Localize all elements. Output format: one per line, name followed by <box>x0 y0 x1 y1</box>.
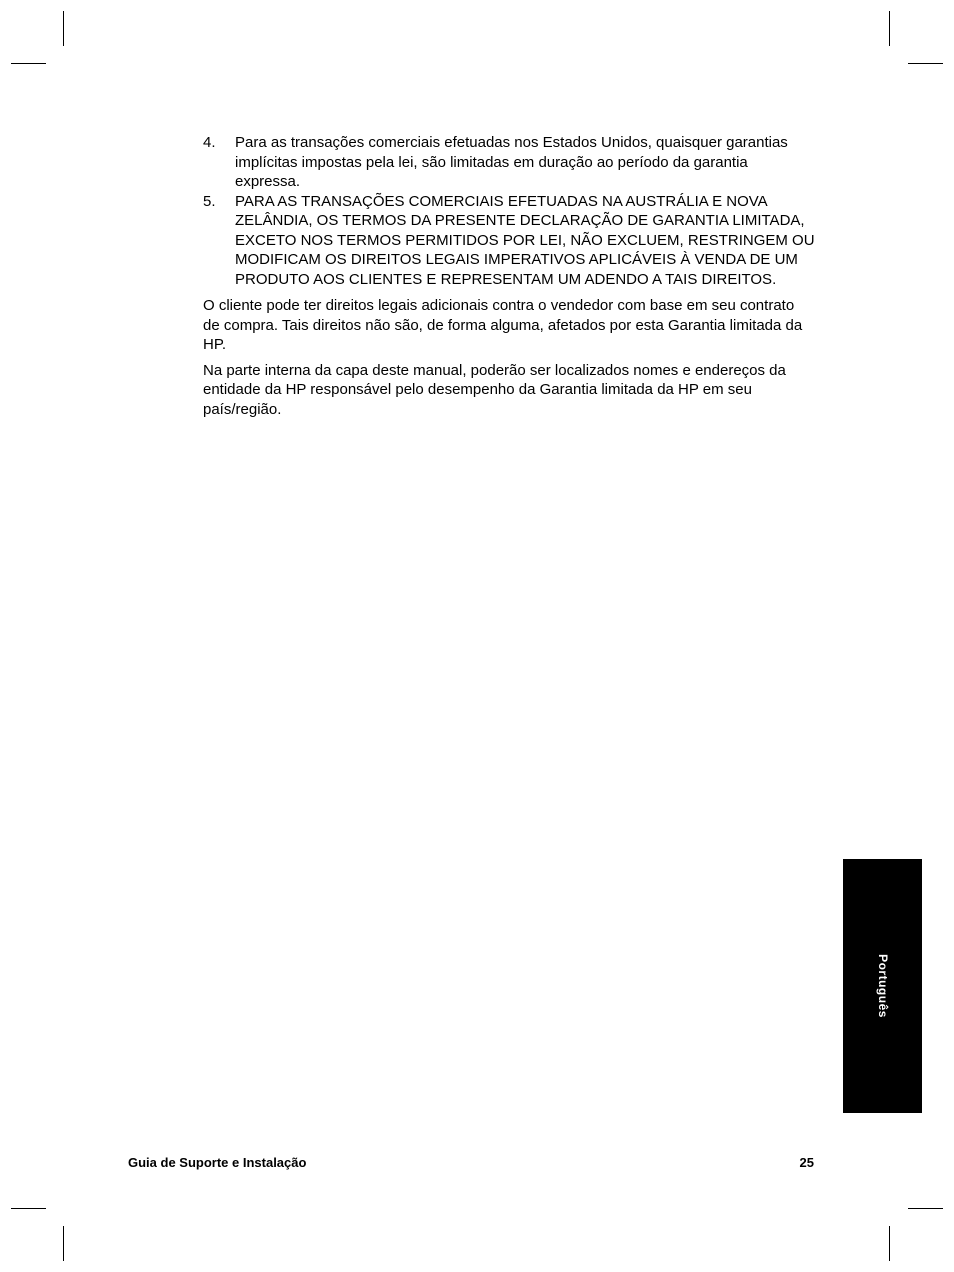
crop-mark <box>11 1208 46 1209</box>
crop-mark <box>63 11 64 46</box>
list-item <box>203 192 815 290</box>
footer-page-number: 25 <box>799 1155 814 1170</box>
list-item-number: 5. <box>203 192 216 210</box>
list-item-text: PARA AS TRANSAÇÕES COMERCIAIS EFETUADAS NA AUSTRÁLIA E NOVA ZELÂNDIA, OS TERMOS DA PRESENTE DECLARAÇÃO DE GARANTIA LIMITADA, EXCETO NOS TERMOS PERMITIDOS POR LEI, NÃO EXCLUEM, RESTRINGEM OU MODIFICAM OS DIREITOS LEGAIS IMPERATIVOS APLICÁVEIS À VENDA DE UM PRODUTO AOS CLIENTES E REPRESENTAM UM ADENDO A TAIS DIREITOS. <box>235 192 815 288</box>
list-item <box>203 133 815 192</box>
crop-mark <box>908 63 943 64</box>
numbered-list <box>203 133 815 289</box>
list-item-number: 4. <box>203 134 216 151</box>
paragraph: O cliente pode ter direitos legais adicionais contra o vendedor com base em seu contrato de compra. Tais direitos não são, de forma alguma, afetados por esta Garantia limitada da HP. <box>203 297 803 353</box>
crop-mark <box>889 11 890 46</box>
list-item-text: Para as transações comerciais efetuadas nos Estados Unidos, quaisquer garantias implícitas impostas pela lei, são limitadas em duração ao período da garantia expressa. <box>235 134 788 190</box>
page-content <box>203 133 815 425</box>
language-side-tab <box>843 859 922 1113</box>
crop-mark <box>908 1208 943 1209</box>
crop-mark <box>63 1226 64 1261</box>
paragraph: Na parte interna da capa deste manual, poderão ser localizados nomes e endereços da entidade da HP responsável pelo desempenho da Garantia limitada da HP em seu país/região. <box>203 361 786 418</box>
crop-mark <box>11 63 46 64</box>
crop-mark <box>889 1226 890 1261</box>
footer-title: Guia de Suporte e Instalação <box>128 1155 307 1170</box>
language-side-tab-label: Português <box>875 954 890 1018</box>
